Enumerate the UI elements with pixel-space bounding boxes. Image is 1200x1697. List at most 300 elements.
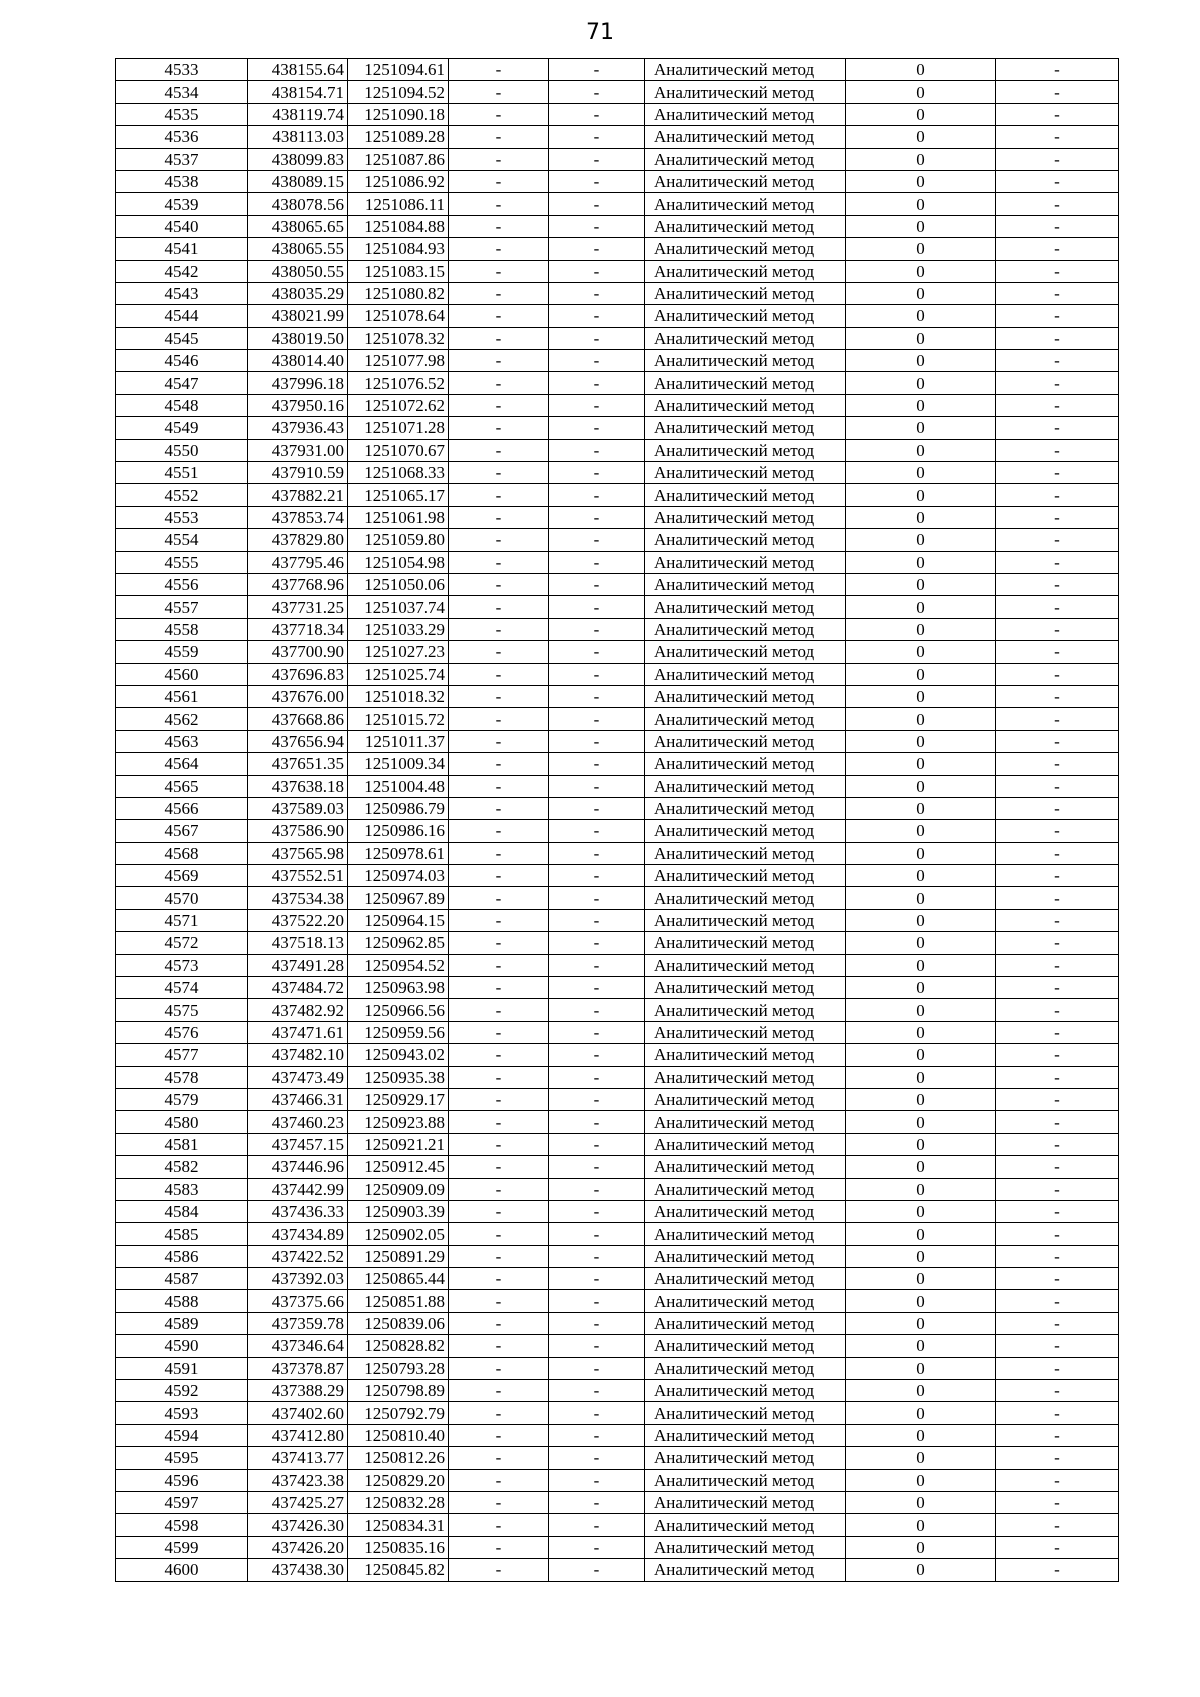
y-coordinate-cell: 1250943.02 [348,1044,449,1066]
y-coordinate-cell: 1251094.61 [348,59,449,81]
dash-cell: - [549,618,645,640]
error-cell: 0 [846,865,996,887]
method-cell: Аналитический метод [645,1088,846,1110]
dash-cell: - [449,1469,549,1491]
point-number-cell: 4572 [116,932,248,954]
dash-cell: - [549,260,645,282]
x-coordinate-cell: 437442.99 [248,1178,348,1200]
point-number-cell: 4555 [116,551,248,573]
table-row [116,865,1119,887]
dash-cell: - [449,394,549,416]
dash-cell: - [449,775,549,797]
dash-cell: - [549,1044,645,1066]
method-cell: Аналитический метод [645,238,846,260]
dash-cell: - [549,1268,645,1290]
point-number-cell: 4580 [116,1111,248,1133]
dash-cell: - [549,81,645,103]
y-coordinate-cell: 1251078.64 [348,305,449,327]
point-number-cell: 4551 [116,462,248,484]
method-cell: Аналитический метод [645,372,846,394]
y-coordinate-cell: 1250935.38 [348,1066,449,1088]
table-row [116,1111,1119,1133]
dash-cell: - [996,170,1119,192]
dash-cell: - [996,1044,1119,1066]
method-cell: Аналитический метод [645,887,846,909]
dash-cell: - [449,1559,549,1581]
dash-cell: - [449,350,549,372]
dash-cell: - [549,59,645,81]
point-number-cell: 4563 [116,730,248,752]
x-coordinate-cell: 438113.03 [248,126,348,148]
error-cell: 0 [846,193,996,215]
point-number-cell: 4543 [116,282,248,304]
method-cell: Аналитический метод [645,1380,846,1402]
y-coordinate-cell: 1250832.28 [348,1492,449,1514]
x-coordinate-cell: 437676.00 [248,685,348,707]
y-coordinate-cell: 1250954.52 [348,954,449,976]
error-cell: 0 [846,1021,996,1043]
dash-cell: - [449,1133,549,1155]
x-coordinate-cell: 437426.30 [248,1514,348,1536]
error-cell: 0 [846,977,996,999]
table-row [116,708,1119,730]
dash-cell: - [549,1312,645,1334]
y-coordinate-cell: 1251011.37 [348,730,449,752]
dash-cell: - [449,1111,549,1133]
dash-cell: - [996,1178,1119,1200]
y-coordinate-cell: 1250851.88 [348,1290,449,1312]
dash-cell: - [996,887,1119,909]
page-number: 71 [586,20,614,45]
error-cell: 0 [846,618,996,640]
y-coordinate-cell: 1251084.88 [348,215,449,237]
x-coordinate-cell: 437882.21 [248,484,348,506]
table-row [116,1335,1119,1357]
point-number-cell: 4567 [116,820,248,842]
dash-cell: - [449,753,549,775]
dash-cell: - [996,1066,1119,1088]
y-coordinate-cell: 1251077.98 [348,350,449,372]
x-coordinate-cell: 437768.96 [248,573,348,595]
dash-cell: - [996,1424,1119,1446]
table-row [116,1536,1119,1558]
error-cell: 0 [846,1156,996,1178]
method-cell: Аналитический метод [645,1133,846,1155]
table-row [116,1178,1119,1200]
method-cell: Аналитический метод [645,260,846,282]
table-row [116,1469,1119,1491]
dash-cell: - [449,820,549,842]
dash-cell: - [549,685,645,707]
y-coordinate-cell: 1251015.72 [348,708,449,730]
dash-cell: - [449,529,549,551]
y-coordinate-cell: 1251072.62 [348,394,449,416]
dash-cell: - [549,708,645,730]
point-number-cell: 4584 [116,1200,248,1222]
table-row [116,529,1119,551]
dash-cell: - [549,730,645,752]
dash-cell: - [549,238,645,260]
x-coordinate-cell: 438035.29 [248,282,348,304]
method-cell: Аналитический метод [645,909,846,931]
method-cell: Аналитический метод [645,596,846,618]
method-cell: Аналитический метод [645,663,846,685]
dash-cell: - [549,506,645,528]
y-coordinate-cell: 1251009.34 [348,753,449,775]
method-cell: Аналитический метод [645,1290,846,1312]
dash-cell: - [549,775,645,797]
method-cell: Аналитический метод [645,417,846,439]
method-cell: Аналитический метод [645,350,846,372]
table-row [116,1223,1119,1245]
dash-cell: - [549,394,645,416]
point-number-cell: 4571 [116,909,248,931]
x-coordinate-cell: 437656.94 [248,730,348,752]
x-coordinate-cell: 437471.61 [248,1021,348,1043]
y-coordinate-cell: 1250812.26 [348,1447,449,1469]
method-cell: Аналитический метод [645,1200,846,1222]
dash-cell: - [996,1357,1119,1379]
point-number-cell: 4598 [116,1514,248,1536]
y-coordinate-cell: 1251065.17 [348,484,449,506]
dash-cell: - [449,618,549,640]
error-cell: 0 [846,1088,996,1110]
x-coordinate-cell: 437412.80 [248,1424,348,1446]
dash-cell: - [996,1447,1119,1469]
x-coordinate-cell: 437375.66 [248,1290,348,1312]
dash-cell: - [449,1424,549,1446]
dash-cell: - [449,260,549,282]
x-coordinate-cell: 437696.83 [248,663,348,685]
y-coordinate-cell: 1250810.40 [348,1424,449,1446]
dash-cell: - [996,842,1119,864]
x-coordinate-cell: 437388.29 [248,1380,348,1402]
dash-cell: - [996,1312,1119,1334]
dash-cell: - [996,1380,1119,1402]
table-row [116,977,1119,999]
point-number-cell: 4564 [116,753,248,775]
table-row [116,1424,1119,1446]
dash-cell: - [449,887,549,909]
point-number-cell: 4565 [116,775,248,797]
dash-cell: - [996,484,1119,506]
error-cell: 0 [846,820,996,842]
x-coordinate-cell: 438089.15 [248,170,348,192]
error-cell: 0 [846,506,996,528]
y-coordinate-cell: 1250986.16 [348,820,449,842]
method-cell: Аналитический метод [645,820,846,842]
dash-cell: - [996,350,1119,372]
dash-cell: - [549,1380,645,1402]
table-row [116,820,1119,842]
y-coordinate-cell: 1250834.31 [348,1514,449,1536]
error-cell: 0 [846,238,996,260]
dash-cell: - [549,170,645,192]
y-coordinate-cell: 1250923.88 [348,1111,449,1133]
method-cell: Аналитический метод [645,708,846,730]
point-number-cell: 4541 [116,238,248,260]
point-number-cell: 4600 [116,1559,248,1581]
dash-cell: - [549,215,645,237]
dash-cell: - [449,170,549,192]
method-cell: Аналитический метод [645,1424,846,1446]
dash-cell: - [449,1200,549,1222]
dash-cell: - [996,775,1119,797]
method-cell: Аналитический метод [645,573,846,595]
dash-cell: - [549,1357,645,1379]
y-coordinate-cell: 1250798.89 [348,1380,449,1402]
dash-cell: - [449,148,549,170]
dash-cell: - [996,1021,1119,1043]
error-cell: 0 [846,1200,996,1222]
error-cell: 0 [846,1044,996,1066]
dash-cell: - [449,1536,549,1558]
y-coordinate-cell: 1250974.03 [348,865,449,887]
table-row [116,573,1119,595]
error-cell: 0 [846,1469,996,1491]
dash-cell: - [449,1380,549,1402]
dash-cell: - [449,1514,549,1536]
y-coordinate-cell: 1250912.45 [348,1156,449,1178]
method-cell: Аналитический метод [645,775,846,797]
method-cell: Аналитический метод [645,865,846,887]
point-number-cell: 4561 [116,685,248,707]
x-coordinate-cell: 437718.34 [248,618,348,640]
y-coordinate-cell: 1250962.85 [348,932,449,954]
dash-cell: - [549,932,645,954]
table-row [116,1156,1119,1178]
dash-cell: - [996,1200,1119,1222]
error-cell: 0 [846,797,996,819]
method-cell: Аналитический метод [645,932,846,954]
dash-cell: - [449,506,549,528]
table-row [116,1066,1119,1088]
dash-cell: - [449,1492,549,1514]
x-coordinate-cell: 438014.40 [248,350,348,372]
x-coordinate-cell: 437423.38 [248,1469,348,1491]
dash-cell: - [549,193,645,215]
dash-cell: - [449,1066,549,1088]
error-cell: 0 [846,999,996,1021]
dash-cell: - [549,1447,645,1469]
y-coordinate-cell: 1250839.06 [348,1312,449,1334]
dash-cell: - [549,126,645,148]
point-number-cell: 4585 [116,1223,248,1245]
x-coordinate-cell: 437668.86 [248,708,348,730]
dash-cell: - [449,282,549,304]
point-number-cell: 4545 [116,327,248,349]
method-cell: Аналитический метод [645,977,846,999]
method-cell: Аналитический метод [645,797,846,819]
dash-cell: - [996,1290,1119,1312]
method-cell: Аналитический метод [645,282,846,304]
method-cell: Аналитический метод [645,462,846,484]
x-coordinate-cell: 437434.89 [248,1223,348,1245]
y-coordinate-cell: 1251050.06 [348,573,449,595]
table-row [116,59,1119,81]
table-row [116,730,1119,752]
dash-cell: - [549,148,645,170]
dash-cell: - [549,417,645,439]
error-cell: 0 [846,126,996,148]
error-cell: 0 [846,730,996,752]
dash-cell: - [996,59,1119,81]
error-cell: 0 [846,932,996,954]
dash-cell: - [996,1156,1119,1178]
dash-cell: - [549,372,645,394]
point-number-cell: 4550 [116,439,248,461]
table-row [116,663,1119,685]
dash-cell: - [549,1492,645,1514]
y-coordinate-cell: 1251037.74 [348,596,449,618]
point-number-cell: 4539 [116,193,248,215]
method-cell: Аналитический метод [645,1245,846,1267]
dash-cell: - [549,350,645,372]
error-cell: 0 [846,1536,996,1558]
point-number-cell: 4581 [116,1133,248,1155]
point-number-cell: 4547 [116,372,248,394]
error-cell: 0 [846,1424,996,1446]
dash-cell: - [449,573,549,595]
x-coordinate-cell: 437359.78 [248,1312,348,1334]
table-row [116,126,1119,148]
dash-cell: - [549,1156,645,1178]
y-coordinate-cell: 1250921.21 [348,1133,449,1155]
method-cell: Аналитический метод [645,394,846,416]
dash-cell: - [996,618,1119,640]
error-cell: 0 [846,1514,996,1536]
dash-cell: - [549,327,645,349]
dash-cell: - [996,215,1119,237]
dash-cell: - [549,1066,645,1088]
x-coordinate-cell: 437491.28 [248,954,348,976]
x-coordinate-cell: 438050.55 [248,260,348,282]
dash-cell: - [449,1021,549,1043]
dash-cell: - [996,909,1119,931]
dash-cell: - [549,641,645,663]
x-coordinate-cell: 437829.80 [248,529,348,551]
table-row [116,753,1119,775]
error-cell: 0 [846,462,996,484]
dash-cell: - [449,439,549,461]
error-cell: 0 [846,529,996,551]
y-coordinate-cell: 1250978.61 [348,842,449,864]
table-row [116,1312,1119,1334]
dash-cell: - [996,1223,1119,1245]
table-row [116,103,1119,125]
y-coordinate-cell: 1250929.17 [348,1088,449,1110]
point-number-cell: 4556 [116,573,248,595]
dash-cell: - [449,663,549,685]
dash-cell: - [549,865,645,887]
point-number-cell: 4540 [116,215,248,237]
dash-cell: - [996,932,1119,954]
table-row [116,462,1119,484]
table-row [116,1402,1119,1424]
x-coordinate-cell: 437484.72 [248,977,348,999]
error-cell: 0 [846,350,996,372]
dash-cell: - [996,148,1119,170]
error-cell: 0 [846,394,996,416]
dash-cell: - [449,1268,549,1290]
dash-cell: - [549,573,645,595]
x-coordinate-cell: 437378.87 [248,1357,348,1379]
dash-cell: - [996,797,1119,819]
x-coordinate-cell: 437996.18 [248,372,348,394]
y-coordinate-cell: 1251086.92 [348,170,449,192]
error-cell: 0 [846,1133,996,1155]
dash-cell: - [449,909,549,931]
y-coordinate-cell: 1250793.28 [348,1357,449,1379]
dash-cell: - [996,282,1119,304]
dash-cell: - [996,730,1119,752]
dash-cell: - [449,1156,549,1178]
x-coordinate-cell: 438065.55 [248,238,348,260]
method-cell: Аналитический метод [645,529,846,551]
point-number-cell: 4554 [116,529,248,551]
method-cell: Аналитический метод [645,1492,846,1514]
dash-cell: - [549,1536,645,1558]
error-cell: 0 [846,484,996,506]
table-row [116,1290,1119,1312]
point-number-cell: 4548 [116,394,248,416]
point-number-cell: 4576 [116,1021,248,1043]
method-cell: Аналитический метод [645,954,846,976]
error-cell: 0 [846,842,996,864]
x-coordinate-cell: 437552.51 [248,865,348,887]
dash-cell: - [449,977,549,999]
y-coordinate-cell: 1251059.80 [348,529,449,551]
y-coordinate-cell: 1251089.28 [348,126,449,148]
dash-cell: - [449,215,549,237]
error-cell: 0 [846,1335,996,1357]
dash-cell: - [549,1223,645,1245]
table-row [116,842,1119,864]
dash-cell: - [996,1088,1119,1110]
dash-cell: - [996,238,1119,260]
error-cell: 0 [846,417,996,439]
dash-cell: - [996,305,1119,327]
dash-cell: - [996,954,1119,976]
table-row [116,1088,1119,1110]
dash-cell: - [549,1290,645,1312]
dash-cell: - [449,954,549,976]
dash-cell: - [996,999,1119,1021]
dash-cell: - [549,1469,645,1491]
dash-cell: - [996,81,1119,103]
table-row [116,260,1119,282]
point-number-cell: 4558 [116,618,248,640]
y-coordinate-cell: 1251033.29 [348,618,449,640]
x-coordinate-cell: 437534.38 [248,887,348,909]
dash-cell: - [549,439,645,461]
point-number-cell: 4590 [116,1335,248,1357]
error-cell: 0 [846,663,996,685]
error-cell: 0 [846,282,996,304]
x-coordinate-cell: 437950.16 [248,394,348,416]
dash-cell: - [996,1536,1119,1558]
y-coordinate-cell: 1251004.48 [348,775,449,797]
table-row [116,1492,1119,1514]
method-cell: Аналитический метод [645,484,846,506]
dash-cell: - [996,327,1119,349]
table-row [116,551,1119,573]
point-number-cell: 4579 [116,1088,248,1110]
method-cell: Аналитический метод [645,439,846,461]
dash-cell: - [549,954,645,976]
method-cell: Аналитический метод [645,1402,846,1424]
point-number-cell: 4535 [116,103,248,125]
